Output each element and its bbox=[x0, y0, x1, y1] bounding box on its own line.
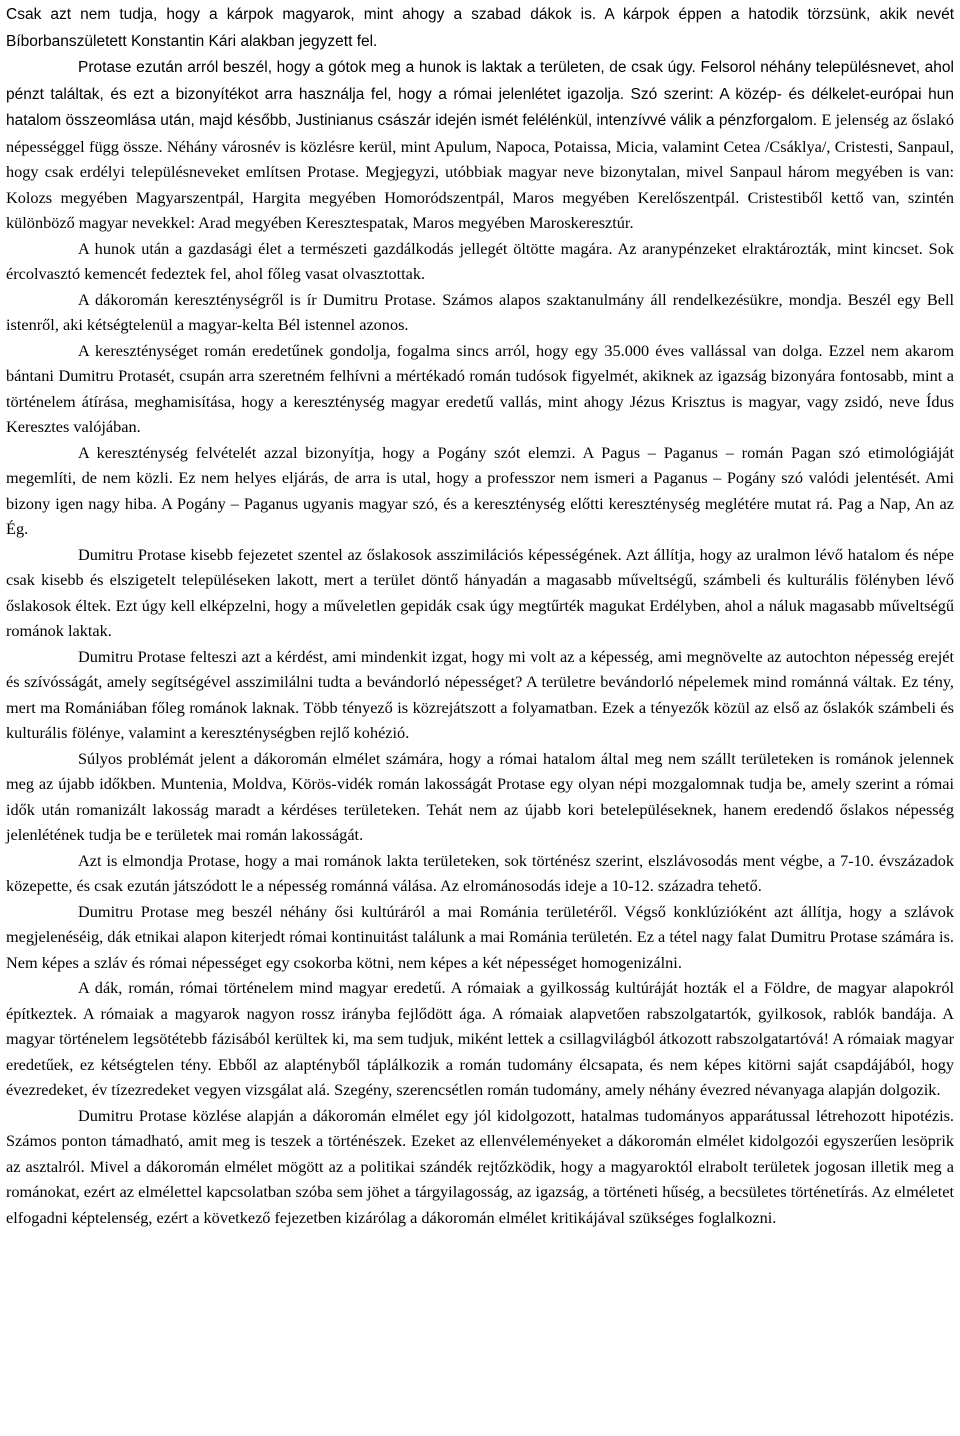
paragraph bbox=[6, 54, 954, 236]
paragraph bbox=[6, 848, 954, 899]
paragraph bbox=[6, 975, 954, 1103]
text-segment: Dumitru Protase meg beszél néhány ősi kultúráról a mai Románia területéről. Végső konklúzióként azt állítja, hogy a szlávok megjelenéséig, dák etnikai alapon kiterjedt római kontinuitást találunk a mai Románia területén. Ez a tétel nagy falat Dumitru Protase számára is. Nem képes a szláv és római népességet egy csokorba kötni, nem képes a két népességet homogenizálni. bbox=[6, 901, 954, 972]
paragraph bbox=[6, 440, 954, 542]
paragraph bbox=[6, 644, 954, 746]
text-segment: Azt is elmondja Protase, hogy a mai románok lakta területeken, sok történész szerint, elszlávosodás ment végbe, a 7-10. évszázadok közepette, és csak ezután játszódott le a népesség románná válása. Az elrománosodás ideje a 10-12. századra tehető. bbox=[6, 850, 954, 895]
text-segment: A kereszténységet román eredetűnek gondolja, fogalma sincs arról, hogy egy 35.000 éves vallással van dolga. Ezzel nem akarom bántani Dumitru Protasét, csupán arra szeretném felhívni a mértékadó román tudósok figyelmét, akiknek az igazság bizonyára fontosabb, mint a történelem átírása, meghamisítása, hogy a kereszténység magyar eredetű vallás, mint ahogy Jézus Krisztus is magyar, vagy zsidó, neve Ídus Keresztes valójában. bbox=[6, 340, 954, 436]
text-segment: A hunok után a gazdasági élet a természeti gazdálkodás jellegét öltötte magára. Az aranypénzeket elraktározták, mint kincset. Sok ércolvasztó kemencét fedeztek fel, ahol főleg vasat olvasztottak. bbox=[6, 238, 954, 283]
paragraph bbox=[6, 1, 954, 54]
paragraph bbox=[6, 1, 954, 1230]
text-segment: Csak azt nem tudja, hogy a kárpok magyarok, mint ahogy a szabad dákok is. A kárpok éppen a hatodik törzsünk, akik nevét Bíborbanszületett Konstantin Kári alakban jegyzett fel. bbox=[6, 6, 954, 50]
paragraph bbox=[6, 746, 954, 848]
text-segment: A kereszténység felvételét azzal bizonyítja, hogy a Pogány szót elemzi. A Pagus – Paganus – román Pagan szó etimológiáját megemlíti, de nem közli. Ez nem helyes eljárás, de arra is utal, hogy a professzor nem ismeri a Paganus – Pogány szó valódi jelentését. Ami bizony igen nagy hiba. A Pogány – Paganus ugyanis magyar szó, és a kereszténység előtti kereszténység meglétére mutat rá. Pag a Nap, An az Ég. bbox=[6, 442, 954, 538]
text-segment: A dákoromán kereszténységről is ír Dumitru Protase. Számos alapos szaktanulmány áll rendelkezésükre, mondja. Beszél egy Bell istenről, aki kétségtelenül a magyar-kelta Bél istennel azonos. bbox=[6, 289, 954, 334]
text-segment: Dumitru Protase közlése alapján a dákoromán elmélet egy jól kidolgozott, hatalmas tudományos apparátussal létrehozott hipotézis. Számos ponton támadható, amit meg is teszek a történészek. Ezeket az ellenvéleményeket a dákoromán elmélet kidolgozói egyszerűen lesöprik az asztalról. Mivel a dákoromán elmélet mögött az a politikai szándék rejtőzködik, hogy a magyaroktól elrabolt területek jogosan illetik meg a románokat, ezért az elmélettel kapcsolatban szóba sem jöhet a tárgyilagosság, az igazság, a történeti hűség, a becsületes történetírás. Az elméletet elfogadni képtelenség, ezért a következő fejezetben kizárólag a dákoromán elmélet kritikájával szükséges foglalkozni. bbox=[6, 1105, 954, 1227]
text-segment: A dák, román, római történelem mind magyar eredetű. A rómaiak a gyilkosság kultúráját hozták el a Földre, de magyar alapokról építkeztek. A rómaiak a magyarok nagyon rossz irányba fejlődött ága. A rómaiak alapvetően rabszolgatartók, gyilkosok, rablók bandája. A magyar történelem legsötétebb fázisából kerültek ki, ma sem tudjuk, miként lettek a csillagvilágból átkozott rabszolgatartóvá! A rómaiak magyar eredetűek, ez kétségtelen tény. Ebből az alaptényből táplálkozik a román tudomány élcsapata, és nem képes kitörni saját csapdájából, hogy évezredeket, év tízezredeket vegyen vizsgálat alá. Szegény, szerencsétlen román tudomány, amely néhány évezred névanyaga alapján dolgozik. bbox=[6, 978, 954, 1099]
text-segment: E jelenség az őslakó népességgel függ össze. Néhány városnév is közlésre kerül, mint Apulum, Napoca, Potaissa, Micia, valamint Cetea /Csáklya/, Cristesti, Sanpaul, hogy csak erdélyi településneveket említsen Protase. Megjegyzi, utóbbiak magyar neve bizonytalan, mivel Sanpaul három megyében is van: Kolozs megyében Magyarszentpál, Hargita megyében Homoródszentpál, Maros megyében Kerelőszentpál. Cristestiből kettő van, szintén különböző magyar nevekkel: Arad megyében Keresztespatak, Maros megyében Maroskeresztúr. bbox=[6, 110, 955, 232]
text-segment: Dumitru Protase kisebb fejezetet szentel az őslakosok asszimilációs képességének. Azt állítja, hogy az uralmon lévő hatalom és népe csak kisebb és elszigetelt településeken lakott, mert a terület döntő hányadán a magasabb műveltségű, számbeli és kulturális fölényben lévő őslakosok éltek. Ezt úgy kell elképzelni, hogy a műveletlen gepidák csak úgy megtűrték magukat Erdélyben, ahol a náluk magasabb műveltségű románok laktak. bbox=[6, 544, 954, 640]
paragraph bbox=[6, 899, 954, 976]
paragraph bbox=[6, 287, 954, 338]
paragraph bbox=[6, 1103, 954, 1231]
text-segment: Dumitru Protase felteszi azt a kérdést, ami mindenkit izgat, hogy mi volt az a képesség, ami megnövelte az autochton népesség erejét és szívósságát, amely segítségével asszimilálni tudta a bevándorló népességet? A területre bevándorló népelemek mind románná váltak. Ez tény, mert ma Romániában főleg románok laknak. Több tényező is közrejátszott a folyamatban. Ezek a tényezők közül az első az őslakók számbeli és kulturális fölénye, valamint a kereszténységben rejlő kohézió. bbox=[6, 646, 954, 742]
text-segment: Súlyos problémát jelent a dákoromán elmélet számára, hogy a római hatalom által meg nem szállt területeken is románok jelennek meg az újabb időkben. Muntenia, Moldva, Körös-vidék román lakosságát Protase egy olyan népi mozgalomnak tudja be, amely szerint a római idők után romanizált lakosság maradt a kérdéses területeken. Tehát nem az újabb kori betelepüléseknek, hanem eredendő őslakos népesség jelenlétének tudja be e területek mai román lakosságát. bbox=[6, 748, 954, 844]
paragraph bbox=[6, 236, 954, 287]
text-segment: Protase ezután arról beszél, hogy a gótok meg a hunok is laktak a területen, de csak úgy. Felsorol néhány településnevet, ahol pénzt találtak, és ezt a bizonyítékot arra használja fel, hogy a római jelenlétet igazolja. Szó szerint: A közép- és délkelet-európai hun hatalom összeomlása után, majd később, Justinianus császár idején ismét felélénkül, intenzívvé válik a pénzforgalom. bbox=[6, 59, 954, 129]
paragraph bbox=[6, 338, 954, 440]
paragraph bbox=[6, 542, 954, 644]
